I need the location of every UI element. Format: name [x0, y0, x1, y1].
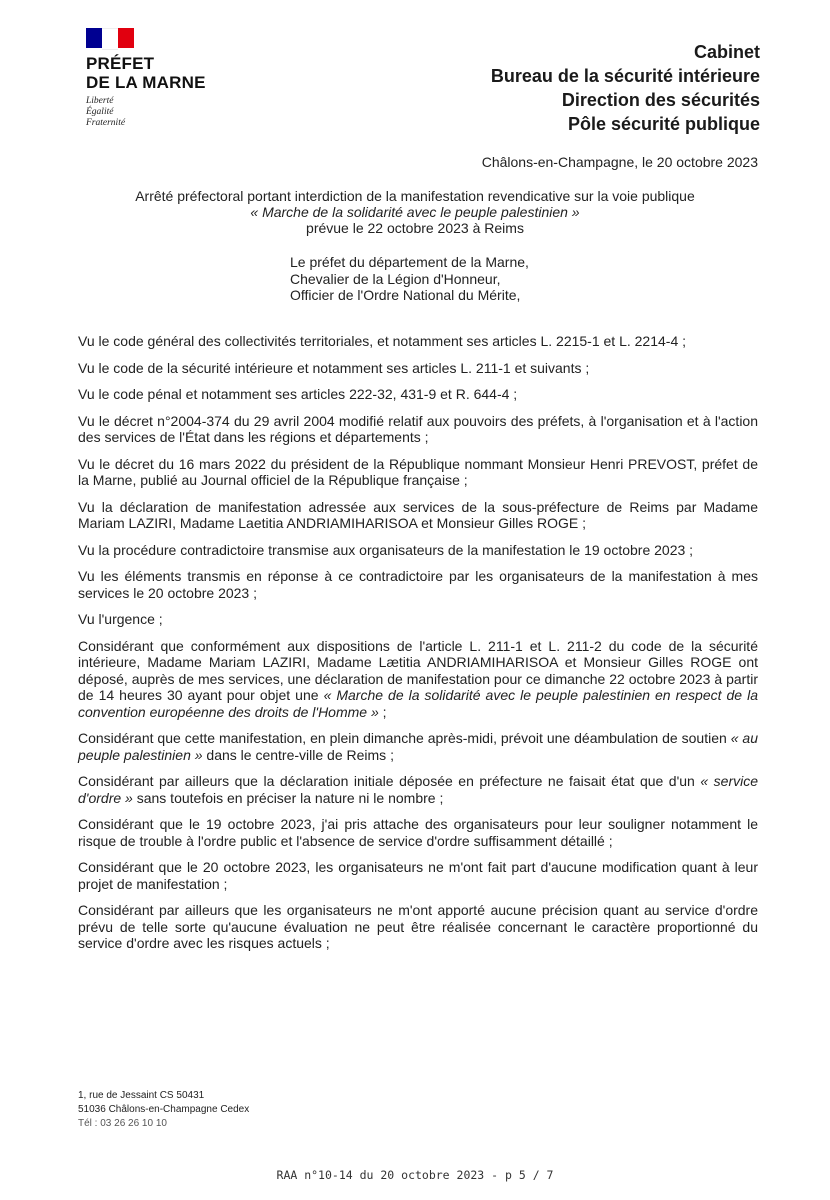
- flag-red-band: [118, 28, 134, 48]
- prefet-logo: [86, 28, 286, 129]
- devise-fraternite: Fraternité: [86, 118, 126, 128]
- considerant-quote: « Marche de la solidarité avec le peuple palestinien en respect de la convention européenne des droits de l'Homme »: [78, 687, 758, 720]
- prefet-titles: [290, 254, 529, 304]
- visa-paragraph: Vu le décret n°2004-374 du 29 avril 2004 modifié relatif aux pouvoirs des préfets, à l'organisation et à l'action des services de l'État dans les régions et départements ;: [78, 412, 758, 445]
- address-line1: 1, rue de Jessaint CS 50431: [78, 1090, 205, 1101]
- considerant-text: sans toutefois en préciser la nature ni le nombre ;: [132, 789, 444, 806]
- visa-paragraph: Vu le code de la sécurité intérieure et notamment ses articles L. 211-1 et suivants ;: [78, 359, 590, 376]
- considerant-paragraph: [78, 773, 758, 806]
- arrete-title: [70, 188, 760, 236]
- title-line1: Arrêté préfectoral portant interdiction de la manifestation revendicative sur la voie publique: [135, 188, 695, 204]
- considerant-quote: « service d'ordre »: [78, 773, 758, 806]
- french-flag-icon: [86, 28, 134, 48]
- header-cabinet: Cabinet: [693, 42, 760, 62]
- prefet-name: [86, 54, 286, 92]
- title-line3: prévue le 22 octobre 2023 à Reims: [306, 220, 524, 236]
- considerant-paragraph: Considérant par ailleurs que les organisateurs ne m'ont apporté aucune précision quant au service d'ordre prévu de telle sorte qu'aucune évaluation ne peut être réalisée concernant le caractère proportionné du service d'ordre avec les risques actuels ;: [78, 902, 758, 951]
- flag-white-band: [102, 28, 118, 50]
- devise-liberte: Liberté: [86, 96, 114, 106]
- considerant-text: Considérant que cette manifestation, en plein dimanche après-midi, prévoit une déambulation de soutien: [78, 730, 731, 746]
- prefet-name-line2: DE LA MARNE: [86, 73, 206, 92]
- date-line: Châlons-en-Champagne, le 20 octobre 2023: [481, 154, 758, 170]
- considerant-quote: « au peuple palestinien »: [78, 730, 758, 763]
- telephone: Tél : 03 26 26 10 10: [78, 1118, 167, 1129]
- visa-paragraph: Vu le décret du 16 mars 2022 du président de la République nommant Monsieur Henri PREVOST, préfet de la Marne, publié au Journal officiel de la République française ;: [78, 455, 758, 488]
- arrete-body: [78, 333, 758, 962]
- header-bureau: Bureau de la sécurité intérieure: [490, 66, 760, 86]
- title-line2: « Marche de la solidarité avec le peuple palestinien »: [250, 204, 580, 220]
- devise-egalite: Égalité: [86, 107, 114, 117]
- visa-paragraph: Vu l'urgence ;: [78, 611, 163, 627]
- considerant-text: Considérant par ailleurs que la déclaration initiale déposée en préfecture ne faisait état que d'un: [78, 773, 701, 789]
- prefet-title-3: Officier de l'Ordre National du Mérite,: [290, 287, 521, 303]
- considerant-text: ;: [378, 703, 387, 720]
- considerant-paragraph: [78, 638, 758, 721]
- visa-paragraph: Vu les éléments transmis en réponse à ce contradictoire par les organisateurs de la manifestation à mes services le 20 octobre 2023 ;: [78, 568, 758, 601]
- considerant-paragraph: [78, 730, 758, 763]
- considerant-text: Considérant que conformément aux dispositions de l'article L. 211-1 et L. 211-2 du code de la sécurité intérieure, Madame Mariam LAZIRI, Madame Lætitia ANDRIAMIHARISOA et Monsieur Gilles ROGE ont déposé, auprès de mes services, une déclaration de manifestation pour ce dimanche 22 octobre 2023 à partir de 14 heures 30 ayant pour objet une: [78, 637, 758, 703]
- footer-address: [78, 1089, 249, 1131]
- raa-page-footer: RAA n°10-14 du 20 octobre 2023 - p 5 / 7: [276, 1168, 554, 1182]
- visa-paragraph: Vu la procédure contradictoire transmise aux organisateurs de la manifestation le 19 octobre 2023 ;: [78, 541, 694, 558]
- visa-paragraph: Vu le code général des collectivités territoriales, et notamment ses articles L. 2215-1 et L. 2214-4 ;: [78, 333, 687, 349]
- considerant-paragraph: Considérant que le 20 octobre 2023, les organisateurs ne m'ont fait part d'aucune modification quant à leur projet de manifestation ;: [78, 859, 758, 892]
- considerant-text: dans le centre-ville de Reims ;: [202, 746, 394, 763]
- header-direction: Direction des sécurités: [561, 90, 760, 110]
- devise: [86, 96, 286, 129]
- considerant-paragraph: Considérant que le 19 octobre 2023, j'ai pris attache des organisateurs pour leur souligner notamment le risque de trouble à l'ordre public et l'absence de service d'ordre suffisamment détaillé ;: [78, 816, 758, 849]
- header-pole: Pôle sécurité publique: [567, 114, 760, 134]
- visa-paragraph: Vu la déclaration de manifestation adressée aux services de la sous-préfecture de Reims par Madame Mariam LAZIRI, Madame Laetitia ANDRIAMIHARISOA et Monsieur Gilles ROGE ;: [78, 498, 758, 531]
- visa-paragraph: Vu le code pénal et notamment ses articles 222-32, 431-9 et R. 644-4 ;: [78, 386, 518, 402]
- service-header: [491, 40, 760, 136]
- flag-blue-band: [86, 28, 102, 48]
- address-line2: 51036 Châlons-en-Champagne Cedex: [78, 1104, 250, 1115]
- prefet-name-line1: PRÉFET: [86, 54, 155, 73]
- prefet-title-1: Le préfet du département de la Marne,: [290, 254, 529, 270]
- prefet-title-2: Chevalier de la Légion d'Honneur,: [290, 270, 501, 287]
